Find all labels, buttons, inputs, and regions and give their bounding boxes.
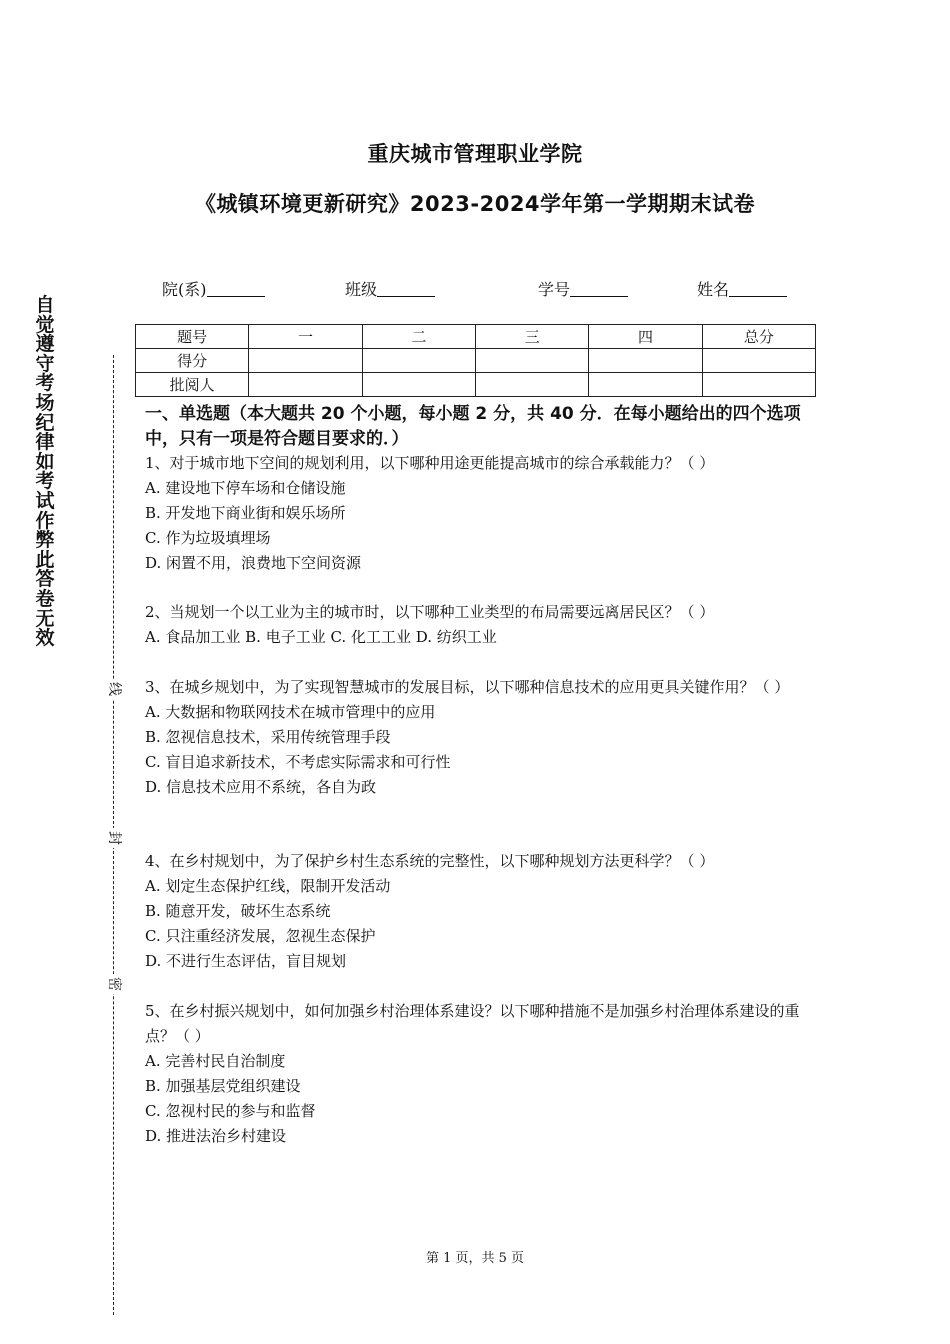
- option-c[interactable]: C. 盲目追求新技术，不考虑实际需求和可行性: [145, 753, 451, 771]
- department-blank[interactable]: [207, 280, 265, 297]
- discipline-notice: 自觉遵守考场纪律如考试作弊此答卷无效: [35, 294, 55, 650]
- score-cell[interactable]: [702, 349, 815, 373]
- question-4: [145, 849, 825, 974]
- option-line[interactable]: A. 食品加工业 B. 电子工业 C. 化工工业 D. 纺织工业: [145, 628, 497, 646]
- score-table-header-row: [136, 325, 816, 349]
- score-cell[interactable]: [475, 373, 588, 397]
- class-label: 班级: [345, 280, 378, 299]
- option-b[interactable]: B. 开发地下商业街和娱乐场所: [145, 504, 346, 522]
- name-label: 姓名: [697, 280, 730, 299]
- score-cell[interactable]: [249, 349, 362, 373]
- score-cell[interactable]: [589, 373, 702, 397]
- score-table-score-row: [136, 349, 816, 373]
- seal-char-feng: 封: [104, 828, 124, 848]
- option-c[interactable]: C. 只注重经济发展，忽视生态保护: [145, 927, 376, 945]
- option-b[interactable]: B. 随意开发，破坏生态系统: [145, 902, 331, 920]
- option-a[interactable]: A. 完善村民自治制度: [145, 1052, 286, 1070]
- option-c[interactable]: C. 忽视村民的参与和监督: [145, 1102, 316, 1120]
- question-2: [145, 600, 825, 650]
- score-cell: 得分: [136, 349, 249, 373]
- question-5: [145, 999, 825, 1149]
- name-blank[interactable]: [729, 280, 787, 297]
- score-cell: 三: [475, 325, 588, 349]
- score-cell: 二: [362, 325, 475, 349]
- option-a[interactable]: A. 划定生态保护红线，限制开发活动: [145, 877, 391, 895]
- option-d[interactable]: D. 闲置不用，浪费地下空间资源: [145, 554, 362, 572]
- score-cell: 总分: [702, 325, 815, 349]
- name-field: [697, 277, 787, 300]
- question-3: [145, 675, 825, 800]
- option-c[interactable]: C. 作为垃圾填埋场: [145, 529, 271, 547]
- score-cell: 批阅人: [136, 373, 249, 397]
- score-cell: 题号: [136, 325, 249, 349]
- question-stem: 1、对于城市地下空间的规划利用，以下哪种用途更能提高城市的综合承载能力？（ ）: [145, 454, 715, 472]
- school-name: 重庆城市管理职业学院: [367, 142, 583, 166]
- score-cell[interactable]: [589, 349, 702, 373]
- score-cell: 四: [589, 325, 702, 349]
- section-heading: 一、单选题（本大题共 20 个小题，每小题 2 分，共 40 分．在每小题给出的四个选项中，只有一项是符合题目要求的．）: [145, 404, 801, 449]
- score-cell[interactable]: [249, 373, 362, 397]
- score-table-grader-row: [136, 373, 816, 397]
- page-number: 第 1 页，共 5 页: [425, 1251, 525, 1266]
- student-id-field: [538, 277, 628, 300]
- option-d[interactable]: D. 信息技术应用不系统，各自为政: [145, 778, 377, 796]
- score-cell[interactable]: [362, 349, 475, 373]
- option-a[interactable]: A. 建设地下停车场和仓储设施: [145, 479, 346, 497]
- score-cell[interactable]: [475, 349, 588, 373]
- option-b[interactable]: B. 加强基层党组织建设: [145, 1077, 301, 1095]
- exam-title: 《城镇环境更新研究》2023-2024学年第一学期期末试卷: [194, 192, 756, 216]
- question-stem: 5、在乡村振兴规划中，如何加强乡村治理体系建设？以下哪种措施不是加强乡村治理体系建设的重点？（ ）: [145, 1002, 800, 1045]
- seal-char-mi: 密: [104, 974, 124, 994]
- question-stem: 4、在乡村规划中，为了保护乡村生态系统的完整性，以下哪种规划方法更科学？（ ）: [145, 852, 715, 870]
- option-a[interactable]: A. 大数据和物联网技术在城市管理中的应用: [145, 703, 436, 721]
- student-id-label: 学号: [538, 280, 571, 299]
- score-cell[interactable]: [702, 373, 815, 397]
- student-id-blank[interactable]: [570, 280, 628, 297]
- option-b[interactable]: B. 忽视信息技术，采用传统管理手段: [145, 728, 391, 746]
- class-field: [345, 277, 435, 300]
- score-cell[interactable]: [362, 373, 475, 397]
- department-field: [162, 277, 265, 300]
- score-cell: 一: [249, 325, 362, 349]
- question-1: [145, 451, 825, 576]
- seal-char-xian: 线: [104, 679, 124, 699]
- score-table: [135, 324, 816, 397]
- question-stem: 3、在城乡规划中，为了实现智慧城市的发展目标，以下哪种信息技术的应用更具关键作用？（ ）: [145, 678, 790, 696]
- option-d[interactable]: D. 推进法治乡村建设: [145, 1127, 287, 1145]
- option-d[interactable]: D. 不进行生态评估，盲目规划: [145, 952, 347, 970]
- question-stem: 2、当规划一个以工业为主的城市时，以下哪种工业类型的布局需要远离居民区？（ ）: [145, 603, 715, 621]
- class-blank[interactable]: [377, 280, 435, 297]
- department-label: 院(系): [162, 280, 207, 299]
